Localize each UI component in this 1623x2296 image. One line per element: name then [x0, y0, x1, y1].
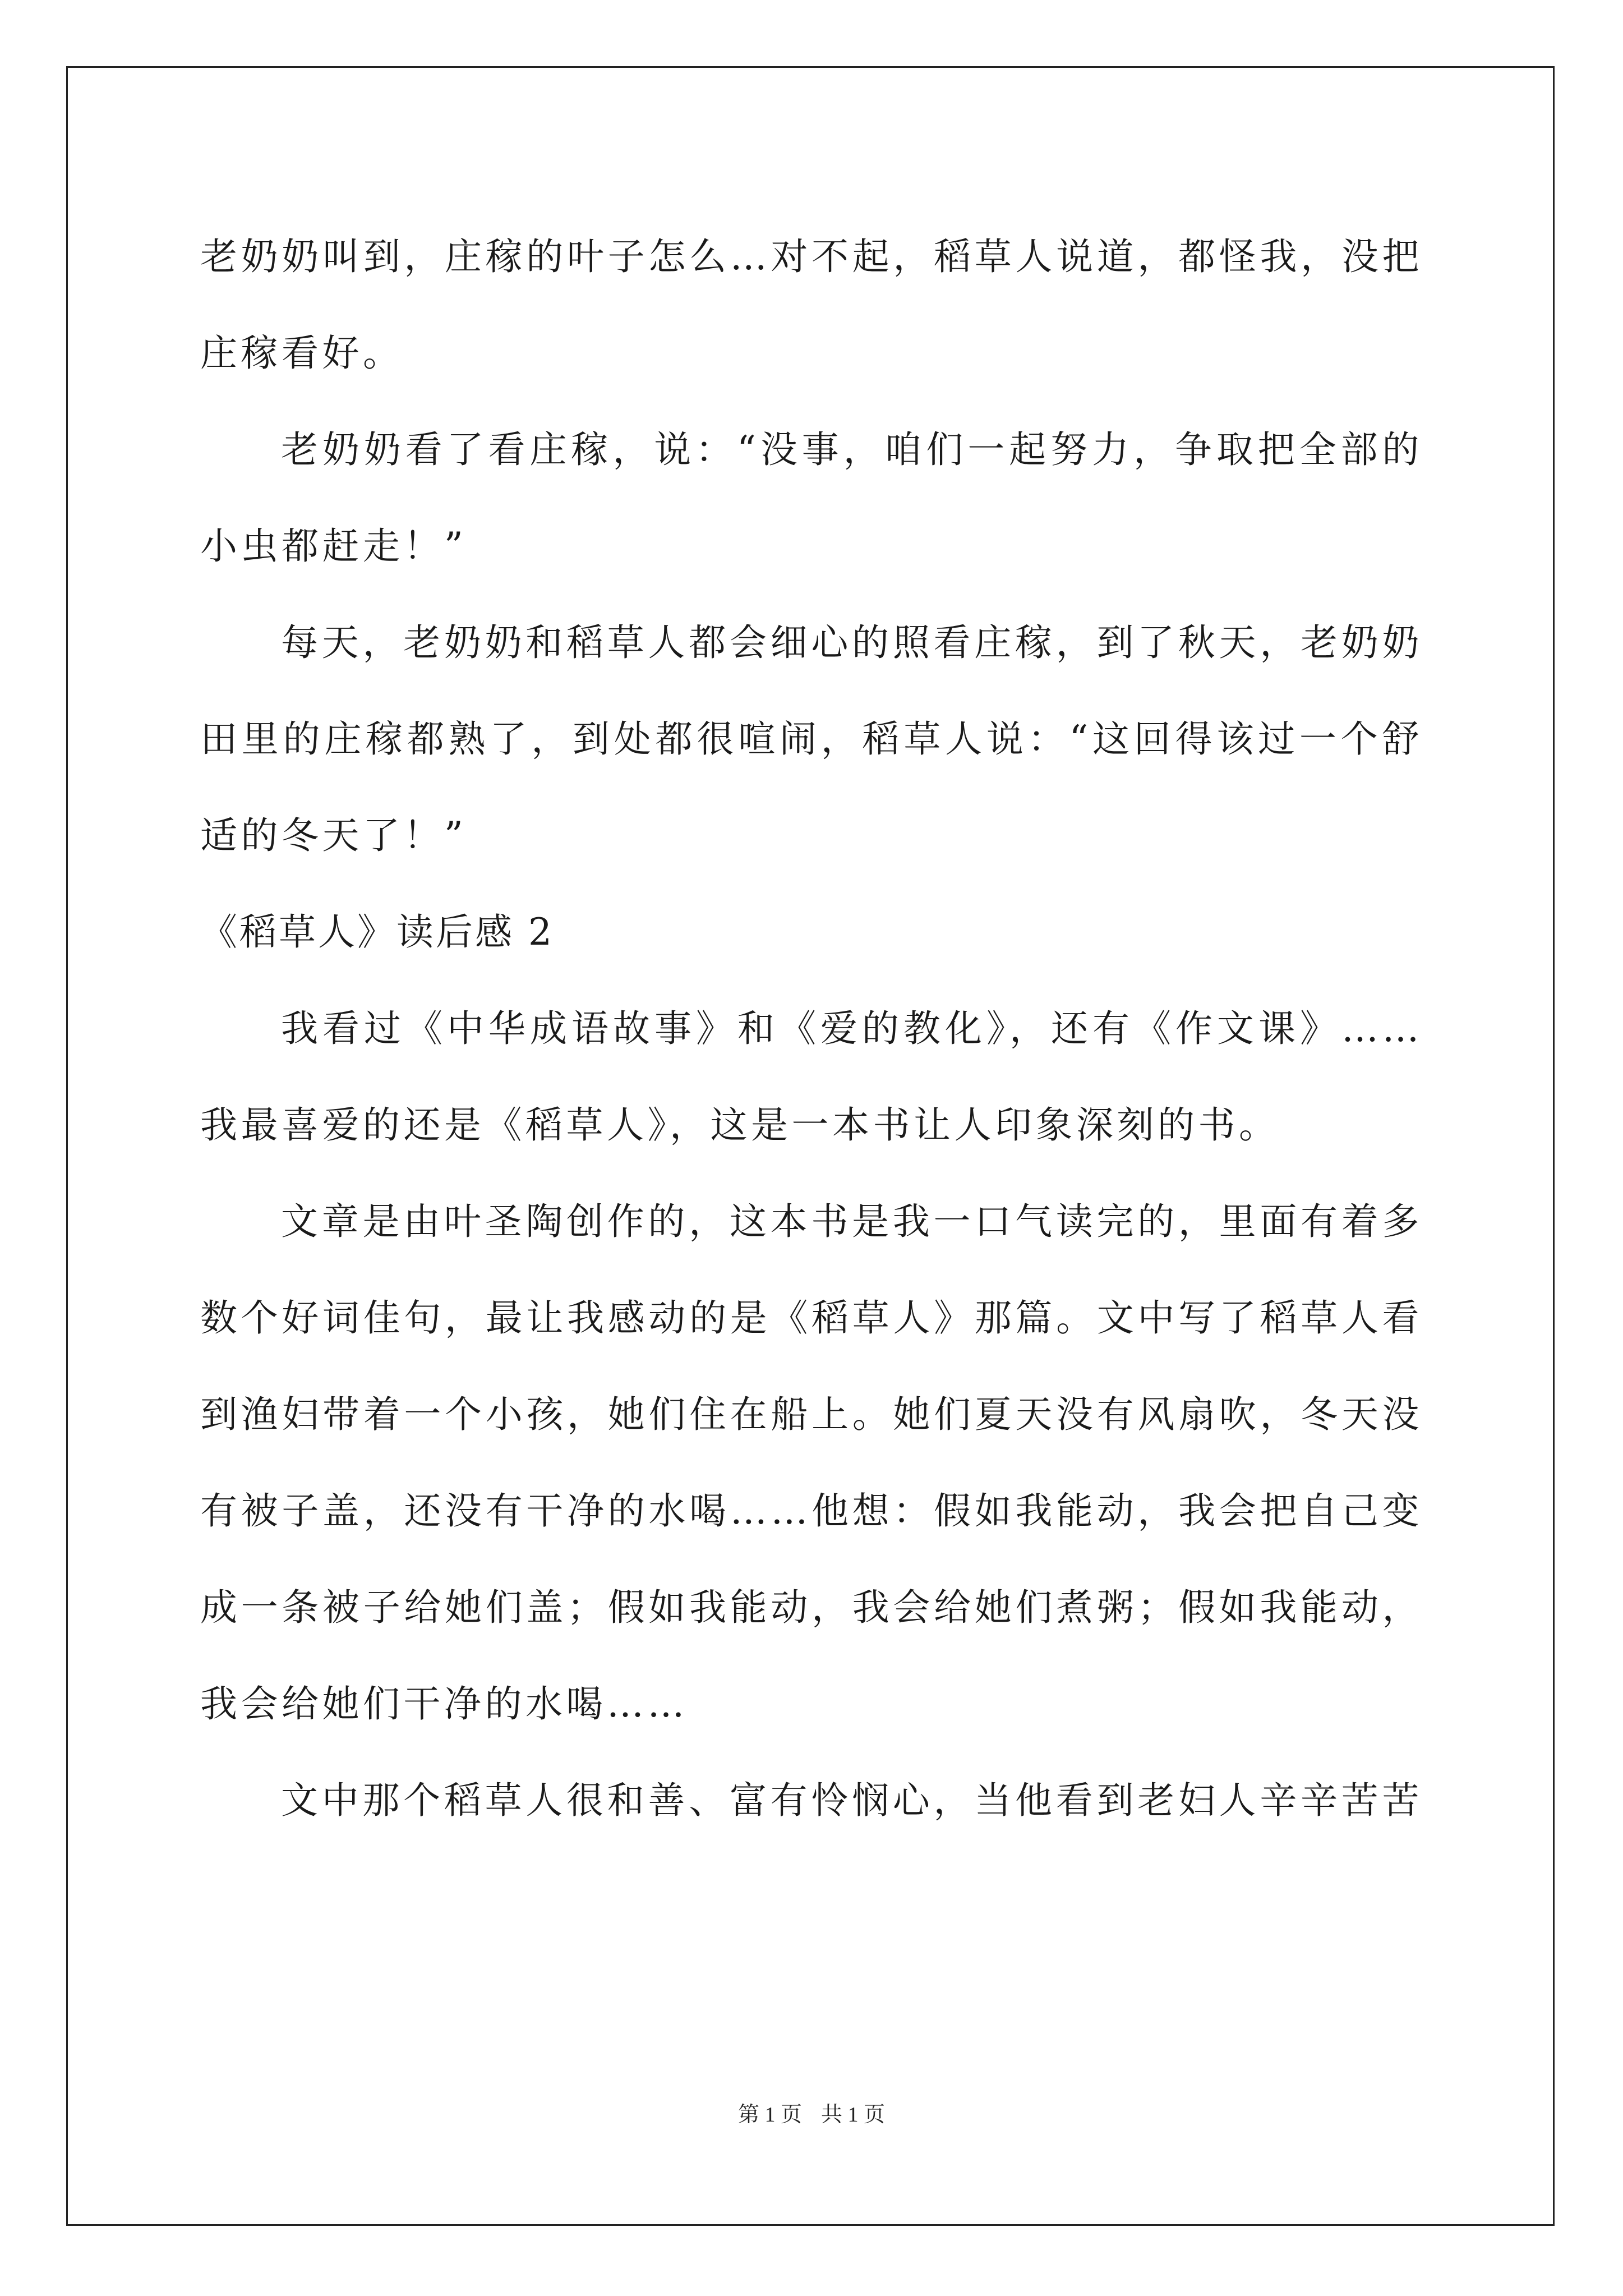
paragraph-2: 老奶奶看了看庄稼，说：“没事，咱们一起努力，争取把全部的小虫都赶走！” — [200, 428, 1423, 568]
paragraph-3: 每天，老奶奶和稻草人都会细心的照看庄稼，到了秋天，老奶奶田里的庄稼都熟了，到处都很喧闹，稻草人说：“这回得该过一个舒适的冬天了！” — [200, 621, 1423, 857]
document-body — [200, 209, 1423, 1849]
section-heading: 《稻草人》读后感 2 — [200, 910, 554, 954]
page-number: 第 1 页 — [737, 2103, 802, 2127]
page-footer — [0, 2101, 1623, 2129]
paragraph-1: 老奶奶叫到，庄稼的叶子怎么…对不起，稻草人说道，都怪我，没把庄稼看好。 — [200, 235, 1423, 375]
paragraph-6: 文中那个稻草人很和善、富有怜悯心，当他看到老妇人辛辛苦苦 — [281, 1779, 1423, 1822]
paragraph-5: 文章是由叶圣陶创作的，这本书是我一口气读完的，里面有着多数个好词佳句，最让我感动的是《稻草人》那篇。文中写了稻草人看到渔妇带着一个小孩，她们住在船上。她们夏天没有风扇吹，冬天没有被子盖，还没有干净的水喝……他想：假如我能动，我会把自己变成一条被子给她们盖；假如我能动，我会给她们煮粥；假如我能动，我会给她们干净的水喝…… — [200, 1200, 1423, 1726]
page-total: 共 1 页 — [821, 2103, 886, 2127]
paragraph-4: 我看过《中华成语故事》和《爱的教化》，还有《作文课》……我最喜爱的还是《稻草人》，这是一本书让人印象深刻的书。 — [200, 1007, 1423, 1147]
